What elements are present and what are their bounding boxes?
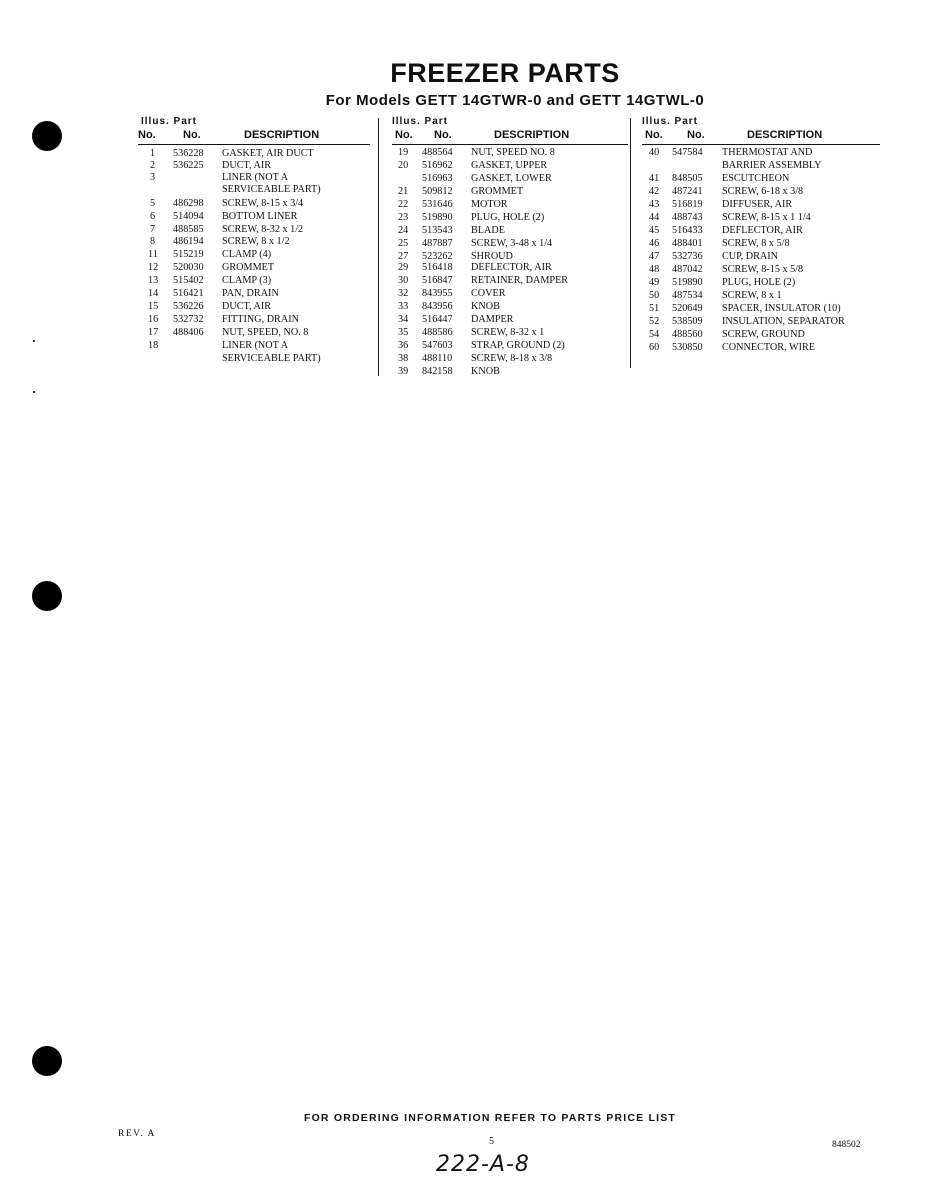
part-no: 516433 — [672, 225, 703, 236]
illus-no: 45 — [649, 225, 660, 236]
part-no: 848505 — [672, 173, 703, 184]
illus-no: 11 — [148, 249, 158, 260]
part-no: 488585 — [173, 224, 204, 235]
part-no: 516421 — [173, 288, 204, 299]
part-description: SCREW, 8-15 x 1 1/4 — [722, 212, 811, 223]
binder-hole-bottom — [32, 1046, 62, 1076]
header-description: DESCRIPTION — [494, 129, 570, 141]
part-no: 488560 — [672, 329, 703, 340]
speck — [33, 391, 35, 393]
part-no: 514094 — [173, 211, 204, 222]
part-description: DEFLECTOR, AIR — [471, 262, 552, 273]
part-description: GASKET, LOWER — [471, 173, 552, 184]
part-description: NUT, SPEED, NO. 8 — [222, 327, 309, 338]
parts-column-2 — [392, 116, 628, 377]
illus-no: 16 — [148, 314, 159, 325]
part-no: 516418 — [422, 262, 453, 273]
illus-no: 19 — [398, 147, 409, 158]
part-description: SCREW, 8-18 x 3/8 — [471, 353, 553, 364]
part-description: SHROUD — [471, 251, 513, 262]
part-description: DIFFUSER, AIR — [722, 199, 793, 210]
part-no: 515402 — [173, 275, 204, 286]
illus-no: 52 — [649, 316, 660, 327]
part-no: 842158 — [422, 366, 453, 377]
part-description: CUP, DRAIN — [722, 251, 779, 262]
part-description: DUCT, AIR — [222, 301, 272, 312]
illus-no: 49 — [649, 277, 660, 288]
illus-no: 39 — [398, 366, 409, 377]
part-no: 538509 — [672, 316, 703, 327]
illus-no: 43 — [649, 199, 660, 210]
part-no: 523262 — [422, 251, 453, 262]
page-title: FREEZER PARTS — [390, 58, 620, 88]
part-description: SCREW, 8-15 x 3/4 — [222, 198, 304, 209]
header-rule — [392, 144, 628, 145]
header-rule — [642, 144, 880, 145]
header-description: DESCRIPTION — [244, 129, 320, 141]
part-no: 531646 — [422, 199, 453, 210]
header-rule — [138, 144, 370, 145]
part-description: SCREW, 3-48 x 1/4 — [471, 238, 553, 249]
part-no: 488586 — [422, 327, 453, 338]
part-description: DEFLECTOR, AIR — [722, 225, 803, 236]
illus-no: 48 — [649, 264, 660, 275]
part-no: 536226 — [173, 301, 204, 312]
part-no: 843956 — [422, 301, 453, 312]
part-description: CLAMP (4) — [222, 249, 272, 260]
illus-no: 46 — [649, 238, 660, 249]
part-no: 843955 — [422, 288, 453, 299]
part-description: CONNECTOR, WIRE — [722, 342, 816, 353]
part-description: SCREW, GROUND — [722, 329, 805, 340]
illus-no: 22 — [398, 199, 409, 210]
part-description: PAN, DRAIN — [222, 288, 279, 299]
part-no: 520649 — [672, 303, 703, 314]
illus-no: 27 — [398, 251, 409, 262]
column-headers — [642, 129, 880, 143]
part-description: SCREW, 8-15 x 5/8 — [722, 264, 804, 275]
illus-no: 50 — [649, 290, 660, 301]
illus-no: 21 — [398, 186, 409, 197]
part-no: 487241 — [672, 186, 703, 197]
speck — [33, 340, 35, 342]
handwritten-note: 222-A-8 — [436, 1152, 530, 1177]
illus-no: 42 — [649, 186, 660, 197]
part-description: CLAMP (3) — [222, 275, 272, 286]
illus-no: 14 — [148, 288, 159, 299]
illus-no: 7 — [150, 224, 156, 235]
part-description: FITTING, DRAIN — [222, 314, 299, 325]
illus-no: 5 — [150, 198, 156, 209]
document-number: 848502 — [832, 1140, 861, 1150]
parts-column-3 — [642, 116, 880, 353]
part-description: BOTTOM LINER — [222, 211, 298, 222]
header-description: DESCRIPTION — [747, 129, 823, 141]
part-no: 536225 — [173, 160, 204, 171]
part-description: SERVICEABLE PART) — [222, 184, 321, 195]
illus-no: 17 — [148, 327, 159, 338]
part-no: 532732 — [173, 314, 204, 325]
illus-no: 13 — [148, 275, 159, 286]
part-description: KNOB — [471, 366, 500, 377]
page-number: 5 — [489, 1136, 494, 1147]
header-part-no: No. — [687, 129, 705, 141]
illus-no: 40 — [649, 147, 660, 158]
part-no: 488743 — [672, 212, 703, 223]
ordering-information: FOR ORDERING INFORMATION REFER TO PARTS PRICE LIST — [303, 1112, 677, 1124]
illus-no: 29 — [398, 262, 409, 273]
part-no: 513543 — [422, 225, 453, 236]
part-no: 515219 — [173, 249, 204, 260]
part-no: 520030 — [173, 262, 204, 273]
part-no: 536228 — [173, 148, 204, 159]
part-no: 488110 — [422, 353, 453, 364]
part-no: 532736 — [672, 251, 703, 262]
part-no: 516819 — [672, 199, 703, 210]
illus-no: 18 — [148, 340, 159, 351]
part-description: SCREW, 8 x 1 — [722, 290, 782, 301]
illus-no: 33 — [398, 301, 409, 312]
part-no: 516962 — [422, 160, 453, 171]
illus-no: 35 — [398, 327, 409, 338]
part-no: 547584 — [672, 147, 703, 158]
illus-no: 23 — [398, 212, 409, 223]
part-no: 487534 — [672, 290, 703, 301]
part-description: DAMPER — [471, 314, 514, 325]
header-illus-no: No. — [138, 129, 156, 141]
part-description: SCREW, 8-32 x 1/2 — [222, 224, 304, 235]
header-illus-part: Illus. Part — [642, 116, 699, 127]
illus-no: 47 — [649, 251, 660, 262]
part-description: DUCT, AIR — [222, 160, 272, 171]
part-description: GASKET, UPPER — [471, 160, 548, 171]
part-description: SCREW, 8 x 1/2 — [222, 236, 290, 247]
part-description: COVER — [471, 288, 506, 299]
illus-no: 51 — [649, 303, 660, 314]
illus-no: 25 — [398, 238, 409, 249]
part-no: 487042 — [672, 264, 703, 275]
illus-no: 8 — [150, 236, 156, 247]
part-no: 519890 — [422, 212, 453, 223]
part-description: PLUG, HOLE (2) — [722, 277, 796, 288]
illus-no: 36 — [398, 340, 409, 351]
binder-hole-middle — [32, 581, 62, 611]
part-description: KNOB — [471, 301, 500, 312]
parts-column-1 — [138, 116, 370, 364]
header-illus-part: Illus. Part — [392, 116, 449, 127]
part-description: RETAINER, DAMPER — [471, 275, 569, 286]
illus-no: 15 — [148, 301, 159, 312]
illus-no: 44 — [649, 212, 660, 223]
part-description: SCREW, 8-32 x 1 — [471, 327, 545, 338]
part-no: 516963 — [422, 173, 453, 184]
part-description: PLUG, HOLE (2) — [471, 212, 545, 223]
illus-no: 38 — [398, 353, 409, 364]
part-no: 488406 — [173, 327, 204, 338]
part-description: BARRIER ASSEMBLY — [722, 160, 822, 171]
part-description: GROMMET — [471, 186, 524, 197]
illus-no: 41 — [649, 173, 660, 184]
illus-no: 2 — [150, 160, 156, 171]
part-no: 488564 — [422, 147, 453, 158]
column-divider — [378, 118, 379, 376]
part-description: NUT, SPEED NO. 8 — [471, 147, 555, 158]
part-description: SPACER, INSULATOR (10) — [722, 303, 841, 314]
part-description: LINER (NOT A — [222, 172, 289, 183]
part-no: 488401 — [672, 238, 703, 249]
illus-no: 24 — [398, 225, 409, 236]
header-part-no: No. — [183, 129, 201, 141]
part-no: 487887 — [422, 238, 453, 249]
part-description: MOTOR — [471, 199, 508, 210]
column-divider — [630, 118, 631, 368]
page-subtitle: For Models GETT 14GTWR-0 and GETT 14GTWL-0 — [325, 92, 705, 109]
revision-label: REV. A — [118, 1129, 156, 1139]
part-no: 530850 — [672, 342, 703, 353]
part-no: 547603 — [422, 340, 453, 351]
part-description: GASKET, AIR DUCT — [222, 148, 314, 159]
part-no: 486194 — [173, 236, 204, 247]
part-description: SERVICEABLE PART) — [222, 353, 321, 364]
part-description: ESCUTCHEON — [722, 173, 790, 184]
header-illus-part: Illus. Part — [141, 116, 198, 127]
part-description: SCREW, 8 x 5/8 — [722, 238, 790, 249]
part-description: THERMOSTAT AND — [722, 147, 813, 158]
illus-no: 3 — [150, 172, 156, 183]
part-description: LINER (NOT A — [222, 340, 289, 351]
illus-no: 6 — [150, 211, 156, 222]
part-no: 486298 — [173, 198, 204, 209]
part-description: GROMMET — [222, 262, 275, 273]
part-no: 516847 — [422, 275, 453, 286]
part-no: 509812 — [422, 186, 453, 197]
illus-no: 20 — [398, 160, 409, 171]
header-illus-no: No. — [645, 129, 663, 141]
illus-no: 1 — [150, 148, 156, 159]
part-description: INSULATION, SEPARATOR — [722, 316, 845, 327]
header-part-no: No. — [434, 129, 452, 141]
illus-no: 12 — [148, 262, 159, 273]
illus-no: 60 — [649, 342, 660, 353]
illus-no: 32 — [398, 288, 409, 299]
part-description: SCREW, 6-18 x 3/8 — [722, 186, 804, 197]
header-illus-no: No. — [395, 129, 413, 141]
part-no: 519890 — [672, 277, 703, 288]
column-headers — [392, 129, 628, 143]
illus-no: 30 — [398, 275, 409, 286]
part-description: STRAP, GROUND (2) — [471, 340, 565, 351]
part-no: 516447 — [422, 314, 453, 325]
part-description: BLADE — [471, 225, 505, 236]
column-headers — [138, 129, 370, 143]
illus-no: 54 — [649, 329, 660, 340]
binder-hole-top — [32, 121, 62, 151]
illus-no: 34 — [398, 314, 409, 325]
